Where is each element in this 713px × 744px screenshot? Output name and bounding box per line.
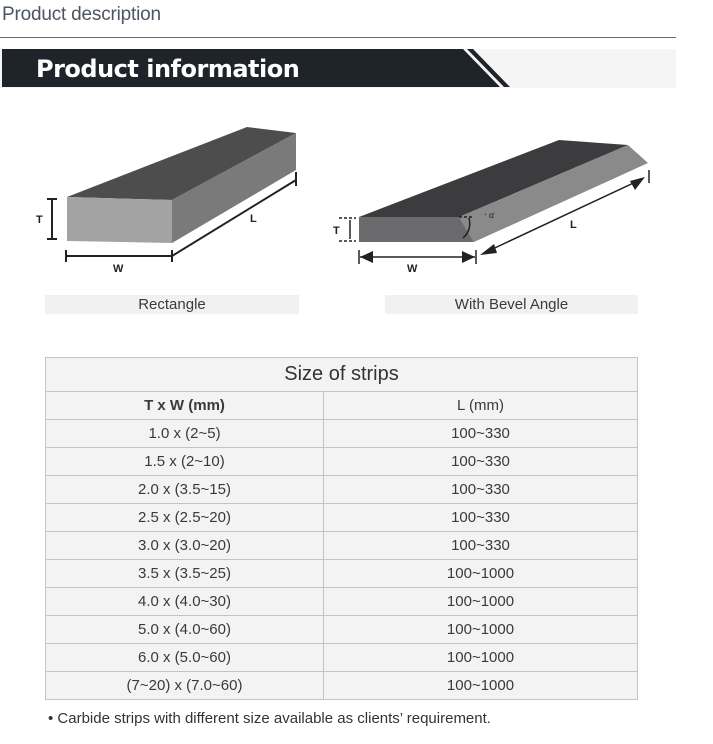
bevel-strip-diagram <box>330 130 660 275</box>
cell-length: 100~1000 <box>324 644 638 672</box>
cell-txw: 4.0 x (4.0~30) <box>46 588 324 616</box>
cell-length: 100~1000 <box>324 588 638 616</box>
svg-text:T: T <box>333 225 340 237</box>
svg-text:T: T <box>36 214 43 226</box>
table-title: Size of strips <box>46 358 638 392</box>
svg-text:L: L <box>570 219 577 231</box>
caption-rectangle: Rectangle <box>45 295 299 314</box>
cell-txw: 1.5 x (2~10) <box>46 448 324 476</box>
cell-length: 100~1000 <box>324 616 638 644</box>
table-row <box>46 588 638 616</box>
cell-txw: 6.0 x (5.0~60) <box>46 644 324 672</box>
cell-length: 100~330 <box>324 504 638 532</box>
rectangle-strip-diagram <box>30 120 320 280</box>
table-row <box>46 672 638 700</box>
cell-txw: 1.0 x (2~5) <box>46 420 324 448</box>
table-row <box>46 448 638 476</box>
table-row <box>46 616 638 644</box>
caption-bevel: With Bevel Angle <box>385 295 638 314</box>
table-row <box>46 644 638 672</box>
column-header-txw: T x W (mm) <box>46 392 324 420</box>
cell-length: 100~1000 <box>324 672 638 700</box>
cell-txw: 2.5 x (2.5~20) <box>46 504 324 532</box>
cell-length: 100~330 <box>324 448 638 476</box>
cell-length: 100~330 <box>324 476 638 504</box>
banner-title: Product information <box>36 55 300 83</box>
footnote: • Carbide strips with different size available as clients’ requirement. <box>48 710 491 727</box>
svg-text:W: W <box>407 263 418 275</box>
cell-length: 100~330 <box>324 532 638 560</box>
table-row <box>46 532 638 560</box>
cell-txw: 3.0 x (3.0~20) <box>46 532 324 560</box>
table-row <box>46 504 638 532</box>
svg-text:W: W <box>113 263 124 275</box>
cell-txw: 2.0 x (3.5~15) <box>46 476 324 504</box>
cell-txw: (7~20) x (7.0~60) <box>46 672 324 700</box>
cell-txw: 5.0 x (4.0~60) <box>46 616 324 644</box>
table-row <box>46 560 638 588</box>
cell-txw: 3.5 x (3.5~25) <box>46 560 324 588</box>
column-header-length: L (mm) <box>324 392 638 420</box>
svg-text:L: L <box>250 213 257 225</box>
section-title: Product description <box>2 4 161 25</box>
section-divider <box>0 37 676 38</box>
cell-length: 100~1000 <box>324 560 638 588</box>
table-row <box>46 420 638 448</box>
table-row <box>46 476 638 504</box>
strip-size-table <box>45 357 638 700</box>
cell-length: 100~330 <box>324 420 638 448</box>
svg-text:· α: · α <box>484 210 495 221</box>
